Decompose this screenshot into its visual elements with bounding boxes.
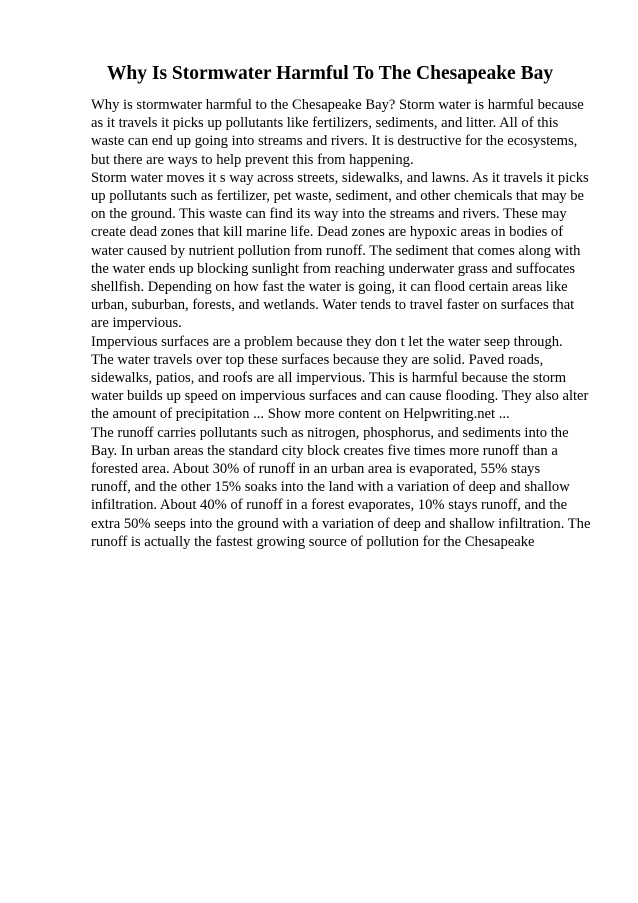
document-title: Why Is Stormwater Harmful To The Chesapeake Bay — [106, 63, 554, 84]
paragraph-runoff-pollutants: The runoff carries pollutants such as nitrogen, phosphorus, and sediments into the Bay. In urban areas the standard city block creates five times more runoff than a forested area. About 30% of runoff in an urban area is evaporated, 55% stays runoff, and the other 15% soaks into the land with a variation of deep and shallow infiltration. About 40% of runoff in a forest evaporates, 10% stays runoff, and the extra 50% seeps into the ground with a variation of deep and shallow infiltration. The runoff is actually the fastest growing source of pollution for the Chesapeake — [91, 424, 591, 550]
paragraph-impervious-surfaces: Impervious surfaces are a problem because they don t let the water seep through. The water travels over top these surfaces because they are solid. Paved roads, sidewalks, patios, and roofs are all impervious. This is harmful because the storm water builds up speed on impervious surfaces and can cause flooding. They also alter the amount of precipitation ... Show more content on Helpwriting.net ... — [91, 333, 589, 423]
paragraph-intro: Why is stormwater harmful to the Chesapeake Bay? Storm water is harmful because as it travels it picks up pollutants like fertilizers, sediments, and litter. All of this waste can end up going into streams and rivers. It is destructive for the ecosystems, but there are ways to help prevent this from happening. — [91, 97, 584, 168]
document-body — [91, 96, 591, 551]
paragraph-storm-water-movement: Storm water moves it s way across streets, sidewalks, and lawns. As it travels it picks up pollutants such as fertilizer, pet waste, sediment, and other chemicals that may be on the ground. This waste can find its way into the streams and rivers. These may create dead zones that kill marine life. Dead zones are hypoxic areas in bodies of water caused by nutrient pollution from runoff. The sediment that comes along with the water ends up blocking sunlight from reaching underwater grass and suffocates shellfish. Depending on how fast the water is going, it can flood certain areas like urban, suburban, forests, and wetlands. Water tends to travel faster on surfaces that are impervious. — [91, 169, 589, 332]
